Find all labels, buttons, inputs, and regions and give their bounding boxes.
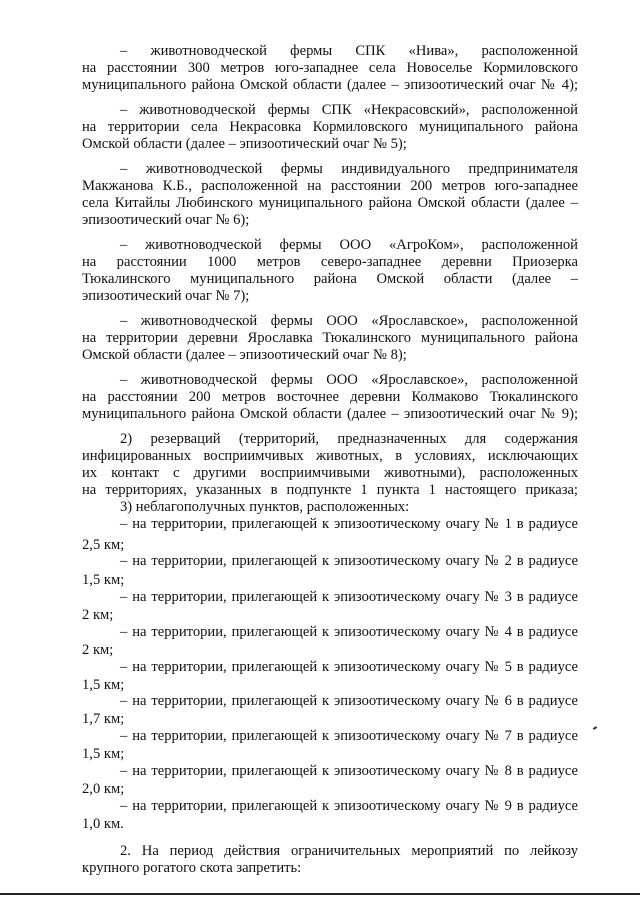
text-line: 1,5 км; bbox=[82, 572, 125, 588]
text-line: 1,5 км; bbox=[82, 746, 125, 762]
text-line: – на территории, прилегающей к эпизоотическому очагу № 4 в радиусе bbox=[120, 624, 578, 640]
text-line: – на территории, прилегающей к эпизоотическому очагу № 7 в радиусе bbox=[120, 728, 578, 744]
text-line: – на территории, прилегающей к эпизоотическому очагу № 1 в радиусе bbox=[120, 516, 578, 532]
bottom-rule bbox=[0, 893, 640, 895]
text-line: на расстоянии 200 метров восточнее деревни Колмаково Тюкалинского bbox=[82, 389, 578, 405]
text-line: – животноводческой фермы ООО «Ярославское», расположенной bbox=[120, 372, 578, 388]
text-line: на территории села Некрасовка Кормиловского муниципального района bbox=[82, 119, 578, 135]
text-line: 2. На период действия ограничительных мероприятий по лейкозу bbox=[120, 843, 578, 859]
text-line: муниципального района Омской области (далее – эпизоотический очаг № 9); bbox=[82, 406, 578, 422]
text-line: 1,0 км. bbox=[82, 816, 124, 832]
text-line: Макжанова К.Б., расположенной на расстоянии 200 метров юго-западнее bbox=[82, 178, 578, 194]
text-line: на территориях, указанных в подпункте 1 пункта 1 настоящего приказа; bbox=[82, 482, 578, 498]
text-line: – на территории, прилегающей к эпизоотическому очагу № 9 в радиусе bbox=[120, 798, 578, 814]
text-line: на территории деревни Ярославка Тюкалинского муниципального района bbox=[82, 330, 578, 346]
text-line: села Китайлы Любинского муниципального района Омской области (далее – bbox=[82, 195, 578, 211]
text-line: на расстоянии 1000 метров северо-западнее деревни Приозерка bbox=[82, 254, 578, 270]
text-line: эпизоотический очаг № 7); bbox=[82, 288, 250, 304]
text-line: 2,5 км; bbox=[82, 537, 125, 553]
text-line: эпизоотический очаг № 6); bbox=[82, 212, 250, 228]
text-line: – на территории, прилегающей к эпизоотическому очагу № 3 в радиусе bbox=[120, 589, 578, 605]
text-line: 2 км; bbox=[82, 642, 114, 658]
text-line: – животноводческой фермы СПК «Нива», расположенной bbox=[120, 43, 578, 59]
text-line: 3) неблагополучных пунктов, расположенных: bbox=[120, 499, 410, 515]
text-line: – на территории, прилегающей к эпизоотическому очагу № 2 в радиусе bbox=[120, 553, 578, 569]
text-line: 2 км; bbox=[82, 607, 114, 623]
text-line: на расстоянии 300 метров юго-западнее села Новоселье Кормиловского bbox=[82, 60, 578, 76]
text-line: 1,7 км; bbox=[82, 711, 125, 727]
text-line: – на территории, прилегающей к эпизоотическому очагу № 5 в радиусе bbox=[120, 659, 578, 675]
text-line: их контакт с другими восприимчивыми животными), расположенных bbox=[82, 465, 578, 481]
text-line: муниципального района Омской области (далее – эпизоотический очаг № 4); bbox=[82, 77, 578, 93]
text-line: 2,0 км; bbox=[82, 781, 125, 797]
text-line: Омской области (далее – эпизоотический очаг № 5); bbox=[82, 136, 407, 152]
text-line: – на территории, прилегающей к эпизоотическому очагу № 8 в радиусе bbox=[120, 763, 578, 779]
text-line: – на территории, прилегающей к эпизоотическому очагу № 6 в радиусе bbox=[120, 693, 578, 709]
scan-speck bbox=[593, 726, 597, 730]
text-line: Тюкалинского муниципального района Омской области (далее – bbox=[82, 271, 578, 287]
text-line: – животноводческой фермы ООО «АгроКом», расположенной bbox=[120, 237, 578, 253]
text-line: крупного рогатого скота запретить: bbox=[82, 860, 302, 876]
text-line: инфицированных восприимчивых животных, в условиях, исключающих bbox=[82, 448, 578, 464]
text-line: 2) резерваций (территорий, предназначенных для содержания bbox=[120, 431, 578, 447]
text-line: 1,5 км; bbox=[82, 677, 125, 693]
text-line: – животноводческой фермы СПК «Некрасовский», расположенной bbox=[120, 102, 578, 118]
text-line: – животноводческой фермы индивидуального предпринимателя bbox=[120, 161, 578, 177]
text-line: Омской области (далее – эпизоотический очаг № 8); bbox=[82, 347, 407, 363]
text-line: – животноводческой фермы ООО «Ярославское», расположенной bbox=[120, 313, 578, 329]
